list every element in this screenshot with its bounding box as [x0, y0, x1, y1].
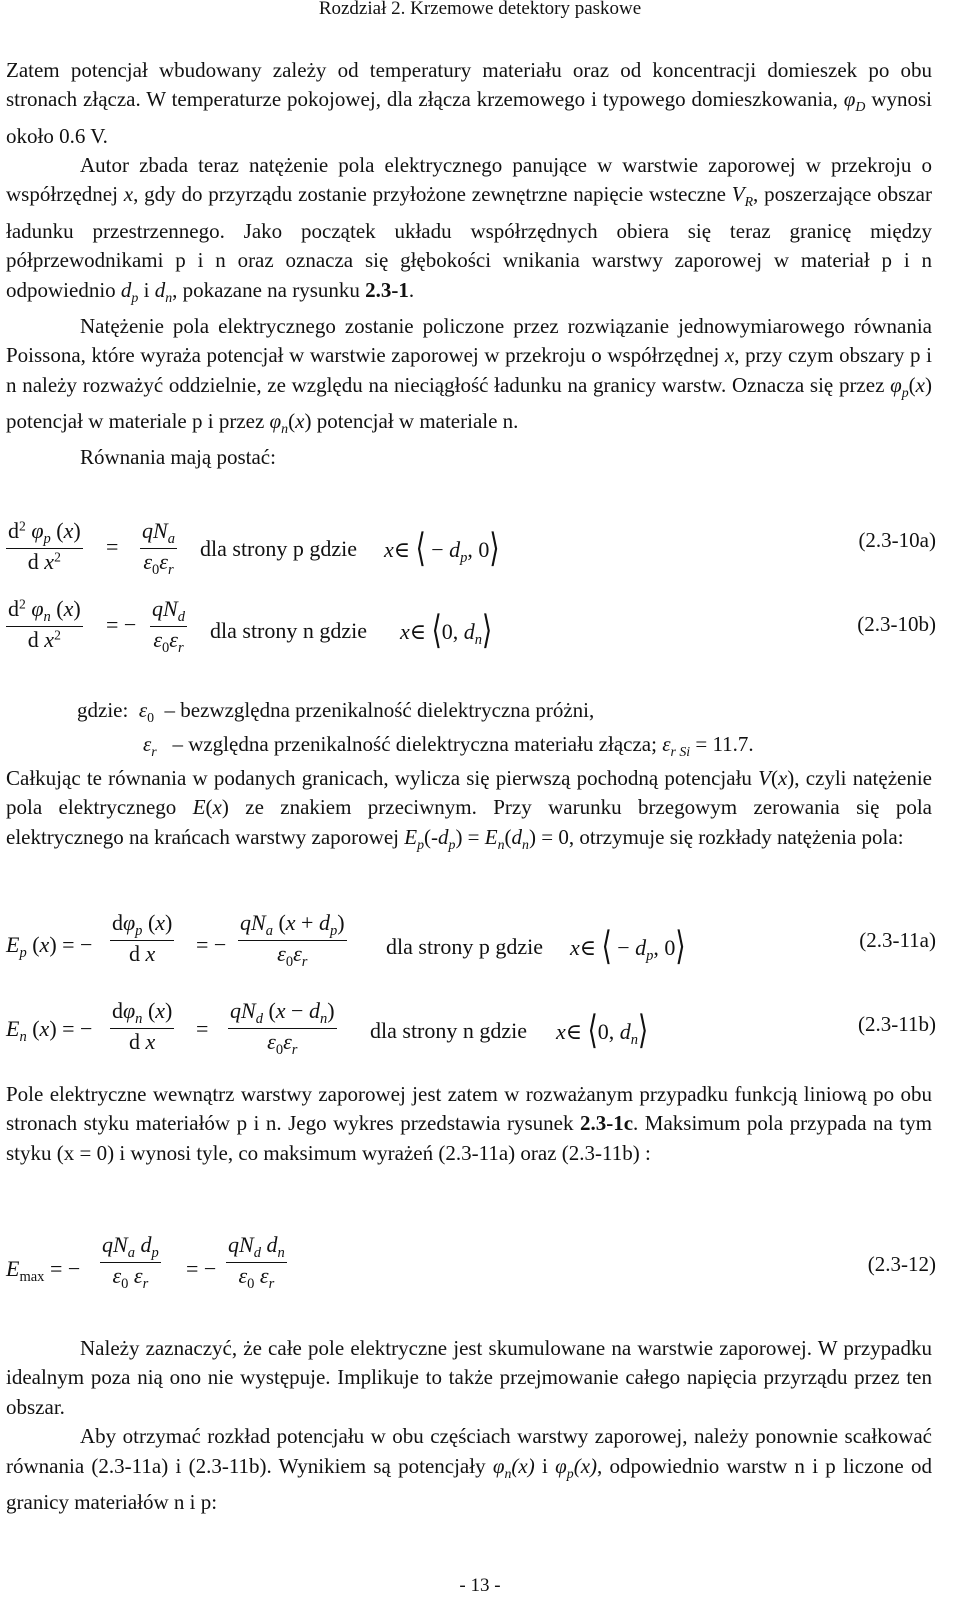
- paragraph-5: Całkując te równania w podanych granicach, wylicza się pierwszą pochodną potencjału V(x), czyli natężenie pola elektrycznego E(x) ze znakiem przeciwnym. Przy warunku brzegowym zerowania się pola elektrycznego na krańcach warstwy zaporowej $E_p(-d_p) = E_n(d_n) = 0$, otrzymuje się rozkłady natężenia pola:: [6, 766, 933, 852]
- equation-2-3-11b: $E_n$ (x) = − $d\varphi_n$ (x) d x = $qN_d$ $(x - d_n)$ $\varepsilon_0\varepsilon_r$ dla strony n gdzie x∈ ⟨0, $d_n⟩$ (2.3-11b): [6, 998, 936, 1059]
- equation-number: (2.3-12): [867, 1252, 936, 1276]
- equation-2-3-11a: $E_p$ (x) = − $d\varphi_p$ (x) d x = − $qN_a$ $(x + d_p)$ $\varepsilon_0\varepsilon_r$ dla strony p gdzie x∈ ⟨ − $d_p$, 0⟩ (2.3-11a): [6, 910, 936, 971]
- equation-number: (2.3-11a): [859, 928, 936, 952]
- paragraph-3: Natężenie pola elektrycznego zostanie policzone przez rozwiązanie jednowymiarowego równania Poissona, które wyraża potencjał w warstwie zaporowej w przekroju o współrzędnej x, przy czym obszary p i n należy rozważyć oddzielnie, ze względu na nieciągłość ładunku na granicy warstw. Oznacza się przez $\varphi_p(x)$ potencjał w materiale p i przez $\varphi_n(x)$ potencjał w materiale n.: [6, 313, 932, 436]
- running-header: Rozdział 2. Krzemowe detektory paskowe: [318, 0, 642, 19]
- definition-epsr: $\varepsilon_r$ – względna przenikalność dielektryczna materiału złącza; $\varepsilon_{r Si} = 11.7$.: [143, 731, 754, 759]
- equation-number: (2.3-10b): [857, 612, 936, 636]
- paragraph-1: Zatem potencjał wbudowany zależy od temperatury materiału oraz od koncentracji domieszek po obu stronach złącza. W temperaturze pokojowej, dla złącza krzemowego i typowego domieszkowania, $\varphi_D$ wynosi około 0.6 V.: [6, 58, 932, 148]
- equation-2-3-10a: $\frac{d^2 \varphi_p (x)}{d x^2}$ = $qN_a$ $\varepsilon_0\varepsilon_r$ dla strony p gdzie x∈ ⟨ − $d_p$, 0⟩ (2.3-10a): [8, 518, 936, 579]
- paragraph-7: Należy zaznaczyć, że całe pole elektryczne jest skumulowane na warstwie zaporowej. W przypadku idealnym poza nią ono nie występuje. Implikuje to także przejmowanie całego napięcia przyrządu przez ten obszar.: [6, 1336, 932, 1419]
- definition-eps0: gdzie: $\varepsilon_0$ – bezwzględna przenikalność dielektryczna próżni,: [77, 698, 595, 725]
- figure-ref: 2.3-1c: [579, 1111, 634, 1136]
- figure-ref: 2.3-1: [365, 277, 409, 302]
- paragraph-6: Pole elektryczne wewnątrz warstwy zaporowej jest zatem w rozważanym przypadku funkcją liniową po obu stronach styku materiałów p i n. Jego wykres przedstawia rysunek 2.3-1c. Maksimum pola przypada na tym styku (x = 0) i wynosi tyle, co maksimum wyrażeń (2.3-11a) oraz (2.3-11b) :: [6, 1082, 932, 1165]
- paragraph-2: Autor zbada teraz natężenie pola elektrycznego panujące w warstwie zaporowej w przekroju o współrzędnej x, gdy do przyrządu zostanie przyłożone zewnętrzne napięcie wsteczne $V_R$, poszerzające obszar ładunku przestrzennego. Jako początek układu współrzędnych obiera się teraz granicę między półprzewodnikami p i n oraz oznacza się głębokości wnikania warstwy zaporowej w materiał p i n odpowiednio $d_p$ i $d_n$, pokazane na rysunku 2.3-1.: [6, 153, 932, 305]
- body-text-block-3: [6, 1080, 932, 1168]
- page-number: - 13 -: [459, 1575, 501, 1596]
- equation-number: (2.3-11b): [858, 1012, 936, 1036]
- body-text-block-4: [6, 1334, 932, 1517]
- equation-2-3-10b: $\frac{d^2 \varphi_n (x)}{d x^2}$ = − $qN_d$ $\varepsilon_0\varepsilon_r$ dla strony n gdzie x∈ ⟨0, $d_n⟩$ (2.3-10b): [8, 596, 936, 657]
- equation-number: (2.3-10a): [858, 528, 936, 552]
- paragraph-4: Równania mają postać:: [80, 445, 276, 470]
- equation-2-3-12: $E_{max}$ = − $qN_a$ $d_p$ $\varepsilon_0$ $\varepsilon_r$ = − $qN_d$ $d_n$ $\varepsilon_0$ $\varepsilon_r$ (2.3-12): [6, 1232, 936, 1293]
- paragraph-8: Aby otrzymać rozkład potencjału w obu częściach warstwy zaporowej, należy ponownie scałkować równania (2.3-11a) i (2.3-11b). Wynikiem są potencjały $\varphi_n(x)$ i $\varphi_p(x)$, odpowiednio warstw n i p liczone od granicy materiałów n i p:: [6, 1424, 932, 1514]
- body-text-block-2: [6, 764, 932, 859]
- body-text-block-1: [6, 56, 932, 473]
- definitions-block: [77, 698, 754, 760]
